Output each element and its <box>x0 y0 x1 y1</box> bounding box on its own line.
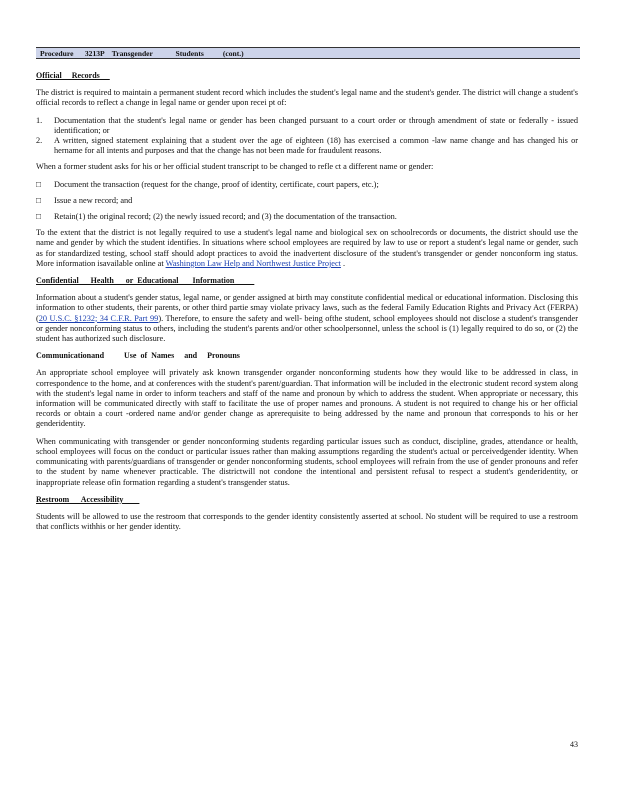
transcript-steps-list <box>36 180 578 223</box>
official-records-list <box>36 116 578 157</box>
confidential-info-paragraph <box>36 293 578 344</box>
list-item <box>36 196 578 206</box>
closing-end-text: . <box>340 258 346 268</box>
communication-paragraph-2: When communicating with transgender or gender nonconforming students regarding particular issues such as conduct, discipline, grades, attendance or health, school employees will focus on the conduct or particular issues rather than making assumptions regarding the student's actual or perceivedgender identity. When communicating with parents/guardians of transgender or gender nonconforming students, school employees will refrain from the use of gender pronouns and refer to the student by name whenever practicable. The districtwill not condone the intentional and persistent refusal to respect a student's genderidentity, or inappropriate release ofin formation regarding a student's transgender status. <box>36 436 578 487</box>
transcript-intro: When a former student asks for his or her official student transcript to be changed to refle ct a different name or gender: <box>36 162 434 172</box>
list-item-text: Retain(1) the original record; (2) the newly issued record; and (3) the documentation of the transaction. <box>54 212 397 222</box>
procedure-header-banner: Procedure 3213P Transgender Students (cont.) <box>36 47 580 59</box>
washington-law-help-link[interactable]: Washington Law Help and Northwest Justice Project <box>165 258 341 268</box>
confidential-text: Information about a student's gender status, legal name, or gender assigned at birth may constitute confidential medical or educational information. Disclosing this information to other students, their parents, or other third partie smay violate privacy laws, such as the federal Family Education Rights and Privacy Act (FERPA) ( <box>36 293 578 323</box>
restroom-heading: Restroom Accessibility <box>36 494 140 504</box>
list-item <box>36 116 578 136</box>
official-records-closing <box>36 228 578 269</box>
page-number: 43 <box>570 740 578 749</box>
official-records-intro: The district is required to maintain a permanent student record which includes the student's legal name and the student's gender. The district will change a student's official records to reflect a change in legal name or gender upon recei pt of: <box>36 88 578 108</box>
ferpa-citation-link[interactable]: 20 U.S.C. §1232; 34 C.F.R. Part 99 <box>38 313 159 323</box>
confidential-info-heading: Confidential Health or Educational Information <box>36 276 255 286</box>
list-item-text: Document the transaction (request for the change, proof of identity, certificate, court papers, etc.); <box>54 179 379 189</box>
list-item <box>36 212 578 222</box>
list-number: 2. <box>36 136 43 146</box>
list-item-text: Documentation that the student's legal name or gender has been changed pursuant to a court order or through amendment of state or federally - issued identification; or <box>54 115 578 135</box>
official-records-heading: Official Records <box>36 71 110 80</box>
confidential-end-text: ). Therefore, to ensure the safety and well- being ofthe student, school employees should not disclose a student's transgender or gender nonconforming status to others, including the student's parents and/or other schoolpersonnel, unless the school is (1) legally required to do so, or (2) the student has authorized such disclosure. <box>36 313 579 344</box>
communication-paragraph-1: An appropriate school employee will privately ask known transgender organder nonconforming students how they would like to be addressed in class, in correspondence to the home, and at conferences with the student's parent/guardian. That information will be included in the electronic student record system along with the student's legal name in order to inform teachers and staff of the name and pronoun by which to address the student. When appropriate or necessary, this information will be communicated directly with staff to facilitate the use of proper names and pronouns. A student is not required to change his or her official records or obtain a court -ordered name and/or gender change as aprerequisite to being addressed by the name and pronoun that corresponds to his or her genderidentity. <box>36 368 578 429</box>
restroom-paragraph: Students will be allowed to use the restroom that corresponds to the gender identity consistently asserted at school. No student will be required to use a restroom that conflicts withhis or her gender identity. <box>36 511 578 532</box>
checkbox-bullet-icon: □ <box>36 179 42 189</box>
checkbox-bullet-icon: □ <box>36 195 42 205</box>
list-item-text: A written, signed statement explaining that a student over the age of eighteen (18) has exercised a common -law name change and has changed his or hername for all intents and purposes and that the change has not been made for fraudulent reasons. <box>54 136 578 156</box>
list-item <box>36 180 578 190</box>
checkbox-bullet-icon: □ <box>36 212 42 222</box>
list-item <box>36 136 578 156</box>
communication-heading: Communicationand Use of Names and Pronouns <box>36 351 240 361</box>
list-number: 1. <box>36 115 43 125</box>
closing-text: To the extent that the district is not legally required to use a student's legal name and biological sex on schoolrecords or documents, the district should use the name and gender by which the student identifies. In situations where school employees are required by law to use or report a student's legal name or gender, such as for standardized testing, school staff should adopt practices to avoid the inadvertent disclosure of the student's transgender or gender nonconform ing status. More information isavailable online at <box>36 228 578 268</box>
list-item-text: Issue a new record; and <box>54 195 133 205</box>
document-body <box>36 71 578 539</box>
